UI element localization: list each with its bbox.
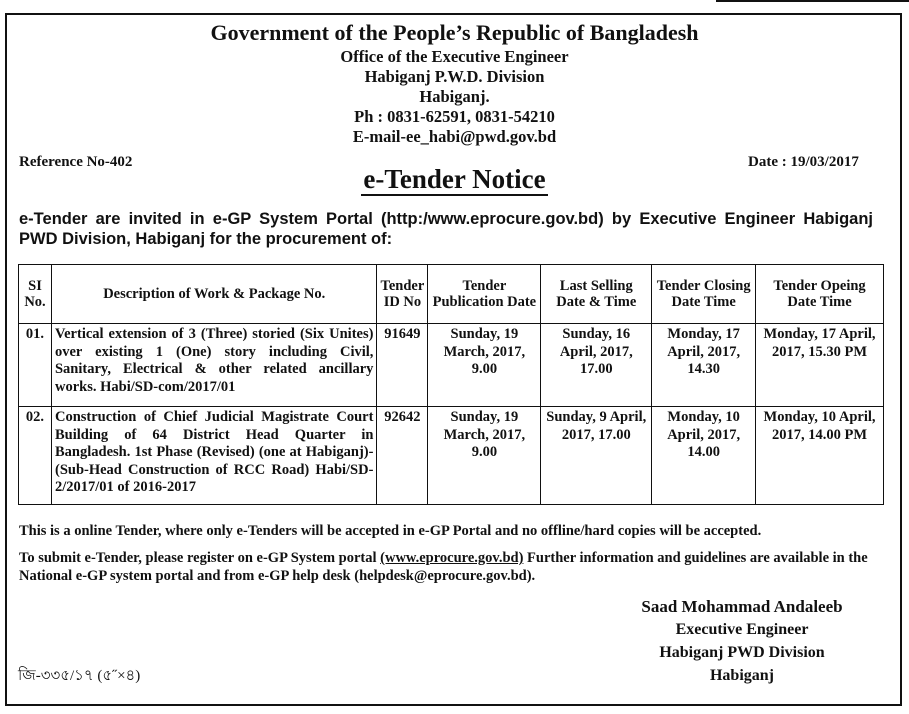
eprocure-link[interactable]: (www.eprocure.gov.bd) (380, 550, 524, 566)
signatory-designation: Executive Engineer (675, 621, 809, 638)
table-row (19, 324, 884, 407)
table-row (19, 407, 884, 505)
notice-title-text: e-Tender Notice (363, 164, 546, 194)
email-address: E-mail-ee_habi@pwd.gov.bd (352, 127, 557, 146)
header-description: Description of Work & Package No. (51, 265, 376, 324)
tender-table (18, 264, 884, 505)
government-heading: Government of the People’s Republic of Bangladesh (210, 20, 699, 45)
cell-closing: Monday, 17 April, 2017, 14.30 (652, 324, 756, 407)
signatory-place: Habiganj (709, 667, 774, 684)
table-header-row (19, 265, 884, 324)
header-opening: Tender Opeing Date Time (756, 265, 884, 324)
cell-opening: Monday, 17 April, 2017, 15.30 PM (756, 324, 884, 407)
submission-text-post: Further information and guidelines are available in the National e-GP system portal and from e-GP help desk (helpdesk@eprocure.gov.bd). (19, 550, 868, 584)
header-closing: Tender Closing Date Time (652, 265, 756, 324)
header-sl: SI No. (19, 265, 52, 324)
cell-last-selling: Sunday, 9 April, 2017, 17.00 (541, 407, 652, 505)
cell-description: Vertical extension of 3 (Three) storied (Six Unites) over existing 1 (One) story including Civil, Sanitary, Electrical & other related ancillary works. Habi/SD-com/2017/01 (51, 324, 376, 407)
reference-number: Reference No-402 (19, 154, 133, 170)
intro-paragraph: e-Tender are invited in e-GP System Portal (http:/www.eprocure.gov.bd) by Executive Engineer Habiganj PWD Division, Habiganj for the procurement of: (19, 210, 873, 248)
online-tender-note: This is a online Tender, where only e-Tenders will be accepted in e-GP Portal and no offline/hard copies will be accepted. (19, 523, 762, 539)
header-tender-id: Tender ID No (377, 265, 428, 324)
cell-tender-id: 91649 (377, 324, 428, 407)
cell-last-selling: Sunday, 16 April, 2017, 17.00 (541, 324, 652, 407)
notice-date: Date : 19/03/2017 (748, 154, 859, 170)
cell-description: Construction of Chief Judicial Magistrate Court Building of 64 District Head Quarter in Bangladesh. 1st Phase (Revised) (one at Habiganj)-(Sub-Head Construction of RCC Road) Habi/SD-2/2017/01 of 2016-2017 (51, 407, 376, 505)
cell-sl: 02. (19, 407, 52, 505)
cell-sl: 01. (19, 324, 52, 407)
cell-closing: Monday, 10 April, 2017, 14.00 (652, 407, 756, 505)
header-publication-date: Tender Publication Date (428, 265, 541, 324)
top-rule (716, 0, 909, 2)
phone-numbers: Ph : 0831-62591, 0831-54210 (354, 107, 555, 126)
office-block (0, 47, 909, 147)
submission-instructions (19, 549, 881, 585)
cell-opening: Monday, 10 April, 2017, 14.00 PM (756, 407, 884, 505)
header-last-selling: Last Selling Date & Time (541, 265, 652, 324)
cell-publication-date: Sunday, 19 March, 2017, 9.00 (428, 324, 541, 407)
office-name: Office of the Executive Engineer (340, 47, 569, 66)
cell-publication-date: Sunday, 19 March, 2017, 9.00 (428, 407, 541, 505)
city-name: Habiganj. (419, 87, 490, 106)
signatory-division: Habiganj PWD Division (659, 644, 825, 661)
notice-title (0, 164, 909, 195)
memo-number: জি-৩৩৫/১৭ (৫˝×৪) (18, 668, 141, 684)
cell-tender-id: 92642 (377, 407, 428, 505)
signatory-name: Saad Mohammad Andaleeb (641, 597, 843, 616)
division-name: Habiganj P.W.D. Division (364, 67, 545, 86)
submission-text-pre: To submit e-Tender, please register on e-GP System portal (19, 550, 381, 566)
